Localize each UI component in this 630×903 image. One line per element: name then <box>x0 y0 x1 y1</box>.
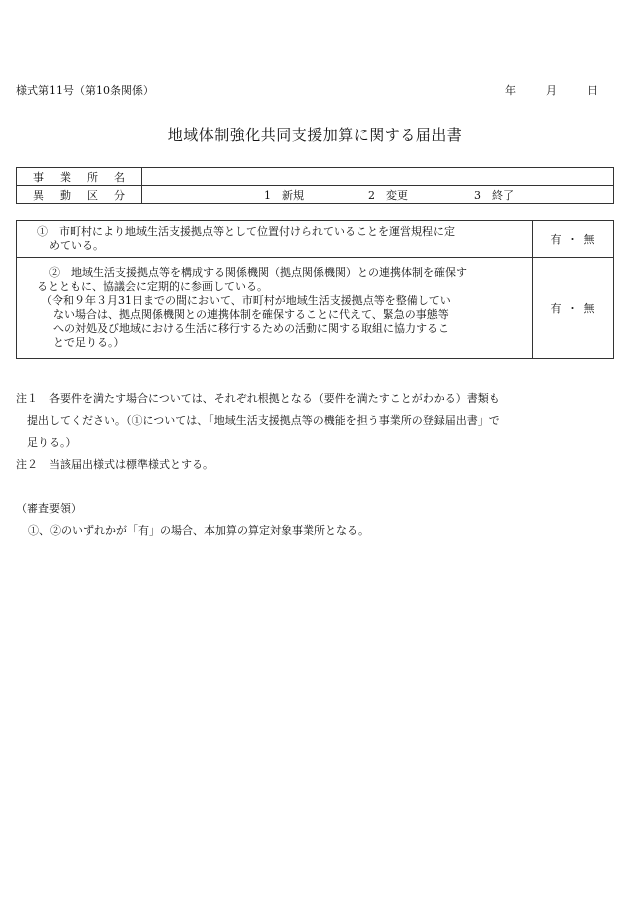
review-heading: （審査要領） <box>16 502 82 515</box>
note-line: 注２ 当該届出様式は標準様式とする。 <box>16 458 214 471</box>
change-label-char: 動 <box>60 188 71 202</box>
requirement-line: るとともに、協議会に定期的に参画している。 <box>37 280 268 293</box>
change-type-label <box>17 186 142 204</box>
month-label: 月 <box>546 84 557 97</box>
requirement-line: ② 地域生活支援拠点等を構成する関係機関（拠点関係機関）との連携体制を確保す <box>49 266 467 279</box>
note-line: 注１ 各要件を満たす場合については、それぞれ根拠となる（要件を満たすことがわかる）書類も <box>16 392 500 405</box>
option-change[interactable]: 2 変更 <box>368 188 408 202</box>
office-name-label <box>17 168 142 186</box>
requirement-subline: とで足りる。） <box>53 336 125 349</box>
day-label: 日 <box>587 84 598 97</box>
office-label-char: 業 <box>60 170 71 184</box>
office-row <box>17 168 614 186</box>
requirement-subline: への対処及び地域における生活に移行するための活動に関する取組に協力するこ <box>53 322 449 335</box>
note-line: 提出してください。（①については、「地域生活支援拠点等の機能を担う事業所の登録届出書」で <box>16 414 500 427</box>
notes <box>16 388 616 476</box>
requirements-table <box>16 220 614 359</box>
requirement-line: めている。 <box>49 239 104 252</box>
note-line: 足りる。） <box>16 436 77 449</box>
review-body: ①、②のいずれかが「有」の場合、本加算の算定対象事業所となる。 <box>28 524 369 537</box>
change-type-options <box>142 186 614 204</box>
requirement-subline: ない場合は、拠点関係機関との連携体制を確保することに代えて、緊急の事態等 <box>53 308 449 321</box>
change-label-char: 異 <box>33 188 44 202</box>
requirement-line: ① 市町村により地域生活支援拠点等として位置付けられていることを運営規程に定 <box>37 225 455 238</box>
answer-yes-no[interactable]: 有 ・ 無 <box>533 221 614 258</box>
info-table <box>16 167 614 204</box>
form-number: 様式第11号（第10条関係） <box>16 84 154 97</box>
change-label-char: 区 <box>87 188 98 202</box>
document-title: 地域体制強化共同支援加算に関する届出書 <box>167 126 463 144</box>
change-row <box>17 186 614 204</box>
answer-yes-no[interactable]: 有 ・ 無 <box>533 258 614 359</box>
office-label-char: 事 <box>33 170 44 184</box>
office-label-char: 名 <box>114 170 125 184</box>
requirement-row <box>17 258 614 359</box>
requirement-row <box>17 221 614 258</box>
office-label-char: 所 <box>87 170 98 184</box>
requirement-subline: （令和９年３月31日までの間において、市町村が地域生活支援拠点等を整備してい <box>41 294 451 307</box>
year-label: 年 <box>505 84 516 97</box>
date-fields <box>505 82 598 98</box>
requirement-text <box>17 258 533 359</box>
office-name-field[interactable] <box>142 168 614 186</box>
change-label-char: 分 <box>114 188 125 202</box>
option-end[interactable]: 3 終了 <box>474 188 514 202</box>
requirement-text <box>17 221 533 258</box>
option-new[interactable]: 1 新規 <box>264 188 304 202</box>
